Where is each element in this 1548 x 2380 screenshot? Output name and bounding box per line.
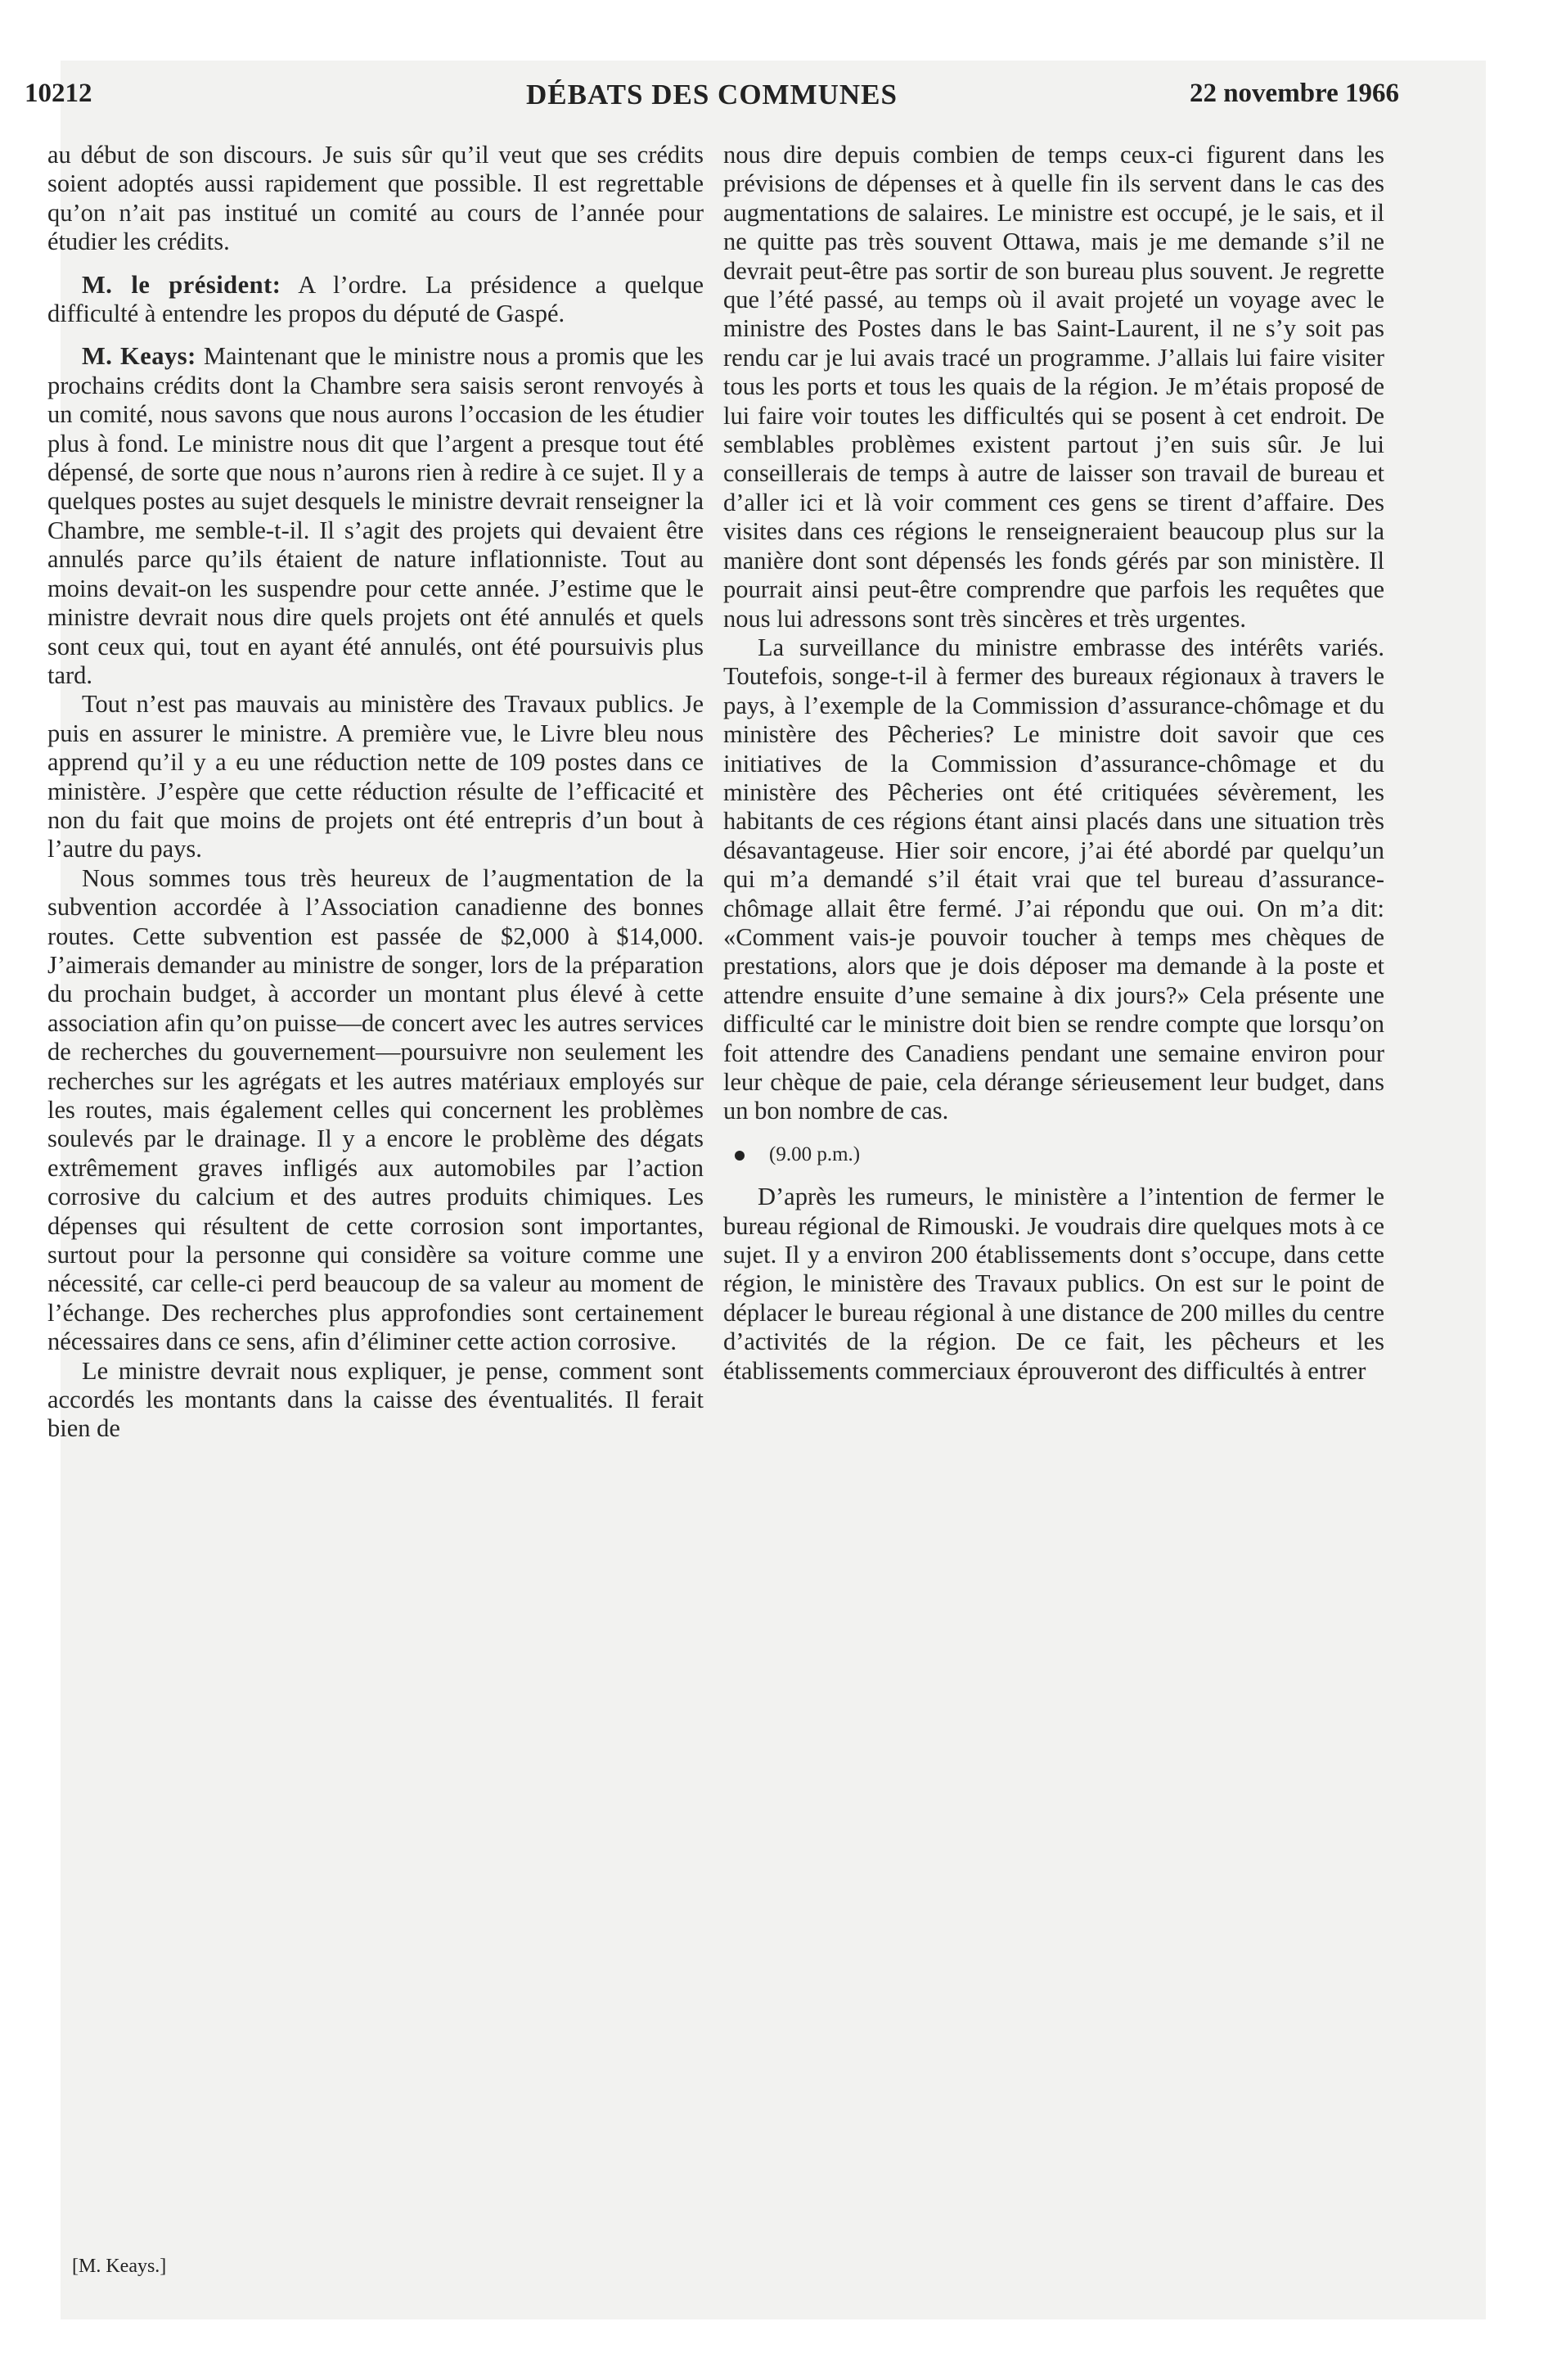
speech-text: Maintenant que le ministre nous a promis que les prochains crédits dont la Chambre sera saisis seront renvoyés à un comité, nous savons que nous aurons l’occasion de les étudier plus à fond. Le ministre nous dit que l’argent a presque tout été dépensé, de sorte que nous n’aurons rien à redire à ce sujet. Il y a quelques postes au sujet desquels le ministre devrait renseigner la Chambre, me semble-t-il. Il s’agit des projets qui devaient être annulés parce qu’ils étaient de nature inflationniste. Tout au moins devait-on les suspendre pour cette année. J’estime que le ministre devrait nous dire quels projets ont été annulés et quels sont ceux qui, tout en ayant été annulés, ont été poursuivis plus tard. (47, 342, 704, 689)
timestamp-marker (723, 1140, 1384, 1169)
paragraph: La surveillance du ministre embrasse des intérêts variés. Toutefois, songe-t-il à fermer des bureaux régionaux à travers le pays, à l’exemple de la Commission d’assurance-chômage et du ministère des Pêcheries? Le ministre doit savoir que ces initiatives de la Commission d’assurance-chômage et du ministère des Pêcheries ont été critiquées sévèrement, les habitants de ces régions étant ainsi placés dans une situation très désavantageuse. Hier soir encore, j’ai été abordé par quelqu’un qui m’a demandé s’il était vrai que tel bureau d’assurance-chômage allait être fermé. J’ai répondu que oui. On m’a dit: «Comment vais-je pouvoir toucher à temps mes chèques de prestations, alors que je dois déposer ma demande à la poste et attendre ensuite d’une semaine à dix jours?» Cela présente une difficulté car le ministre doit bien se rendre compte que lorsqu’on foit attendre des Canadiens pendant une semaine environ pour leur chèque de paie, cela dérange sérieusement leur budget, dans un bon nombre de cas. (723, 633, 1384, 1125)
speech-text: A l’ordre. La présidence a quelque difficulté à entendre les propos du député de Gaspé. (47, 270, 704, 328)
speaker-name: M. Keays: (82, 342, 196, 371)
left-column (47, 141, 704, 1444)
page-header (25, 79, 1399, 119)
page-date: 22 novembre 1966 (1189, 79, 1399, 108)
paragraph: D’après les rumeurs, le ministère a l’intention de fermer le bureau régional de Rimouski. Je voudrais dire quelques mots à ce sujet. Il y a environ 200 établissements dont s’occupe, dans cette région, le ministère des Travaux publics. On est sur le point de déplacer le bureau régional à une distance de 200 milles du centre d’activités de la région. De ce fait, les pêcheurs et les établissements commerciaux éprouveront des difficultés à entrer (723, 1183, 1384, 1385)
paragraph: Nous sommes tous très heureux de l’augmentation de la subvention accordée à l’Association canadienne des bonnes routes. Cette subvention est passée de $2,000 à $14,000. J’aimerais demander au ministre de songer, lors de la préparation du prochain budget, à accorder un montant plus élevé à cette association afin qu’on puisse—de concert avec les autres services de recherches du gouvernement—poursuivre non seulement les recherches sur les agrégats et les autres matériaux employés sur les routes, mais également celles qui concernent les problèmes soulevés par le drainage. Il y a encore le problème des dégats extrêmement graves infligés aux automobiles par l’action corrosive du calcium et des autres produits chimiques. Les dépenses qui résultent de cette corrosion sont importantes, surtout pour la personne qui considère sa voiture comme une nécessité, car celle-ci perd beaucoup de sa valeur au moment de l’échange. Des recherches plus approfondies sont certainement nécessaires dans ce sens, afin d’éliminer cette action corrosive. (47, 863, 704, 1356)
speech-paragraph (47, 342, 704, 690)
bullet-icon (735, 1151, 745, 1161)
paragraph: Tout n’est pas mauvais au ministère des Travaux publics. Je puis en assurer le ministre. A première vue, le Livre bleu nous apprend qu’il y a eu une réduction nette de 109 postes dans ce ministère. J’espère que cette réduction résulte de l’efficacité et non du fait que moins de projets ont été entrepris d’un bout à l’autre du pays. (47, 690, 704, 863)
speech-paragraph (47, 271, 704, 329)
paragraph: Le ministre devrait nous expliquer, je pense, comment sont accordés les montants dans la caisse des éventualités. Il ferait bien de (47, 1356, 704, 1443)
timestamp-text: (9.00 p.m.) (769, 1143, 861, 1165)
footer-speaker: [M. Keays.] (72, 2256, 167, 2277)
speaker-name: M. le président: (82, 270, 281, 299)
page-number: 10212 (25, 79, 92, 108)
right-column (723, 141, 1384, 1386)
paragraph: nous dire depuis combien de temps ceux-ci figurent dans les prévisions de dépenses et à quelle fin ils servent dans le cas des augmentations de salaires. Le ministre est occupé, je le sais, et il ne quitte pas très souvent Ottawa, mais je me demande s’il ne devrait peut-être pas sortir de son bureau plus souvent. Je regrette que l’été passé, au temps où il avait projeté un voyage avec le ministre des Postes dans le bas Saint-Laurent, il ne s’y soit pas rendu car je lui avais tracé un programme. J’allais lui faire visiter tous les ports et tous les quais de la région. Je m’étais proposé de lui faire voir toutes les difficultés qui se posent à cet endroit. De semblables problèmes existent partout j’en suis sûr. Je lui conseillerais de temps à autre de laisser son travail de bureau et d’aller ici et là voir comment ces gens se tirent d’affaire. Des visites dans ces régions le renseigneraient beaucoup plus sur la manière dont sont dépensés les fonds gérés par son ministère. Il pourrait ainsi peut-être comprendre que parfois les requêtes que nous lui adressons sont très sincères et très urgentes. (723, 141, 1384, 633)
paragraph: au début de son discours. Je suis sûr qu’il veut que ses crédits soient adoptés aussi rapidement que possible. Il est regrettable qu’on n’ait pas institué un comité au cours de l’année pour étudier les crédits. (47, 141, 704, 256)
publication-title: DÉBATS DES COMMUNES (526, 79, 898, 110)
